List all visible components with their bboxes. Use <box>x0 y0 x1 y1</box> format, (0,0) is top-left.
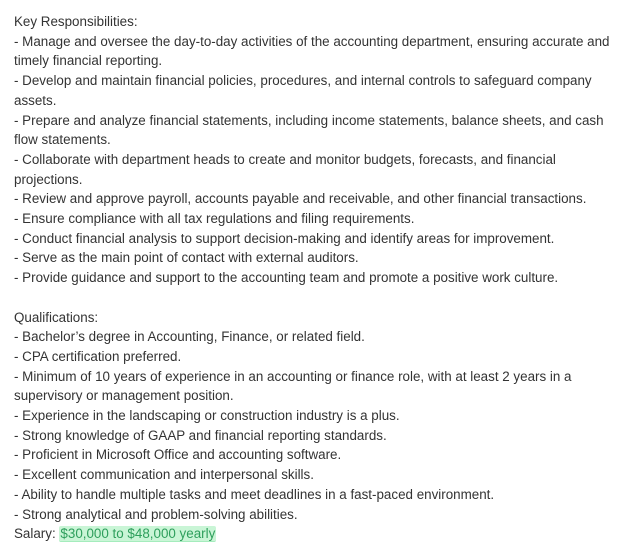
qualification-item: - Bachelor’s degree in Accounting, Finance, or related field. <box>14 329 365 345</box>
qualification-item: - Proficient in Microsoft Office and accounting software. <box>14 447 342 463</box>
job-description <box>14 12 620 544</box>
responsibility-item: - Collaborate with department heads to create and monitor budgets, forecasts, and financial projections. <box>14 151 556 187</box>
qualification-item: - Experience in the landscaping or construction industry is a plus. <box>14 408 400 424</box>
salary-value-highlight: $30,000 to $48,000 yearly <box>60 526 216 542</box>
responsibility-item: - Develop and maintain financial policies, procedures, and internal controls to safeguard company assets. <box>14 73 592 108</box>
qualification-item: - CPA certification preferred. <box>14 348 182 364</box>
qualification-item: - Ability to handle multiple tasks and meet deadlines in a fast-paced environment. <box>14 486 495 502</box>
qualification-item: - Strong analytical and problem-solving abilities. <box>14 506 298 522</box>
salary-line <box>14 524 620 544</box>
responsibility-item: - Provide guidance and support to the accounting team and promote a positive work culture. <box>14 270 559 286</box>
responsibility-item: - Ensure compliance with all tax regulations and filing requirements. <box>14 211 415 227</box>
responsibilities-heading: Key Responsibilities: <box>14 14 138 29</box>
section-spacer <box>14 288 620 308</box>
responsibility-item: - Conduct financial analysis to support decision-making and identify areas for improvement. <box>14 230 555 246</box>
qualification-item: - Excellent communication and interpersonal skills. <box>14 467 314 483</box>
responsibility-item: - Prepare and analyze financial statements, including income statements, balance sheets, and cash flow statements. <box>14 112 604 148</box>
qualifications-heading: Qualifications: <box>14 309 99 325</box>
responsibility-item: - Review and approve payroll, accounts payable and receivable, and other financial transactions. <box>14 191 587 207</box>
qualification-item: - Strong knowledge of GAAP and financial reporting standards. <box>14 427 387 443</box>
responsibility-item: - Serve as the main point of contact with external auditors. <box>14 250 359 266</box>
responsibility-item: - Manage and oversee the day-to-day activities of the accounting department, ensuring accurate and timely financial reporting. <box>14 33 610 69</box>
salary-label: Salary: <box>14 526 56 542</box>
qualification-item: - Minimum of 10 years of experience in an accounting or finance role, with at least 2 years in a supervisory or management position. <box>14 368 572 404</box>
